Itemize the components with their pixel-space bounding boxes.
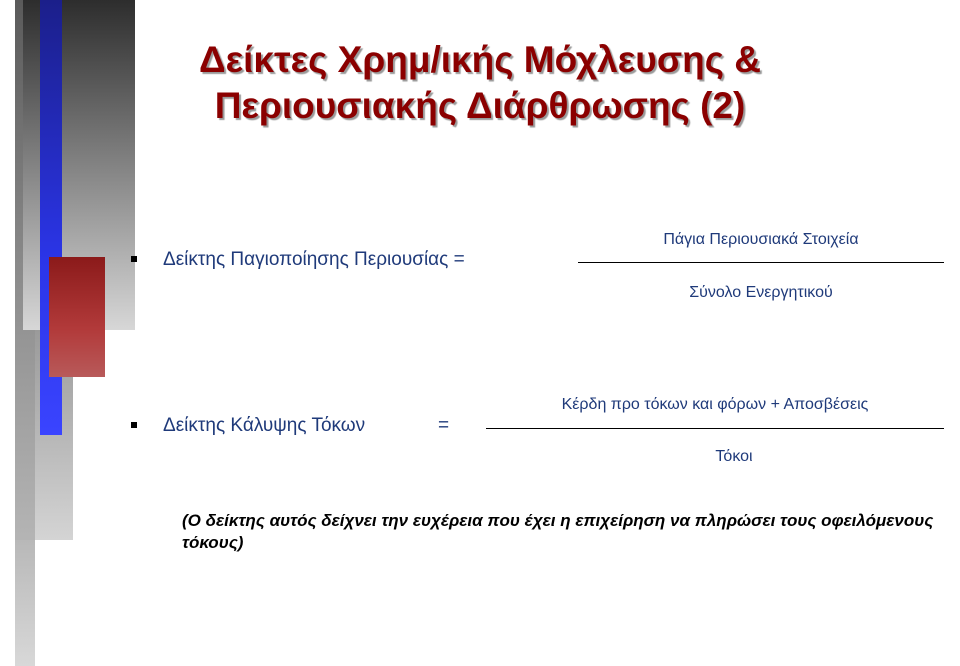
deco-red-square <box>49 257 105 377</box>
bullet-icon <box>131 422 137 428</box>
ratio-2-equals: = <box>438 415 450 436</box>
ratio-2-note: (Ο δείκτης αυτός δείχνει την ευχέρεια που έχει η επιχείρηση να πληρώσει τους οφειλόμενους τόκους) <box>182 511 934 552</box>
ratio-2-fraction-bar <box>486 428 944 429</box>
ratio-1-fraction-bar <box>578 262 944 263</box>
ratio-2-denominator: Τόκοι <box>715 448 753 465</box>
ratio-2-numerator: Κέρδη προ τόκων και φόρων + Αποσβέσεις <box>561 396 869 413</box>
bullet-icon <box>131 256 137 262</box>
deco-gray-line-bottom <box>15 540 35 666</box>
slide-title-line-1: Δείκτες Χρημ/ικής Μόχλευσης & <box>199 39 761 80</box>
ratio-1-numerator: Πάγια Περιουσιακά Στοιχεία <box>663 231 859 248</box>
ratio-1-label: Δείκτης Παγιοποίησης Περιουσίας = <box>163 249 465 270</box>
ratio-2-label: Δείκτης Κάλυψης Τόκων <box>163 415 366 436</box>
ratio-1-denominator: Σύνολο Ενεργητικού <box>689 284 833 301</box>
slide-title-line-2: Περιουσιακής Διάρθρωσης (2) <box>214 85 746 126</box>
